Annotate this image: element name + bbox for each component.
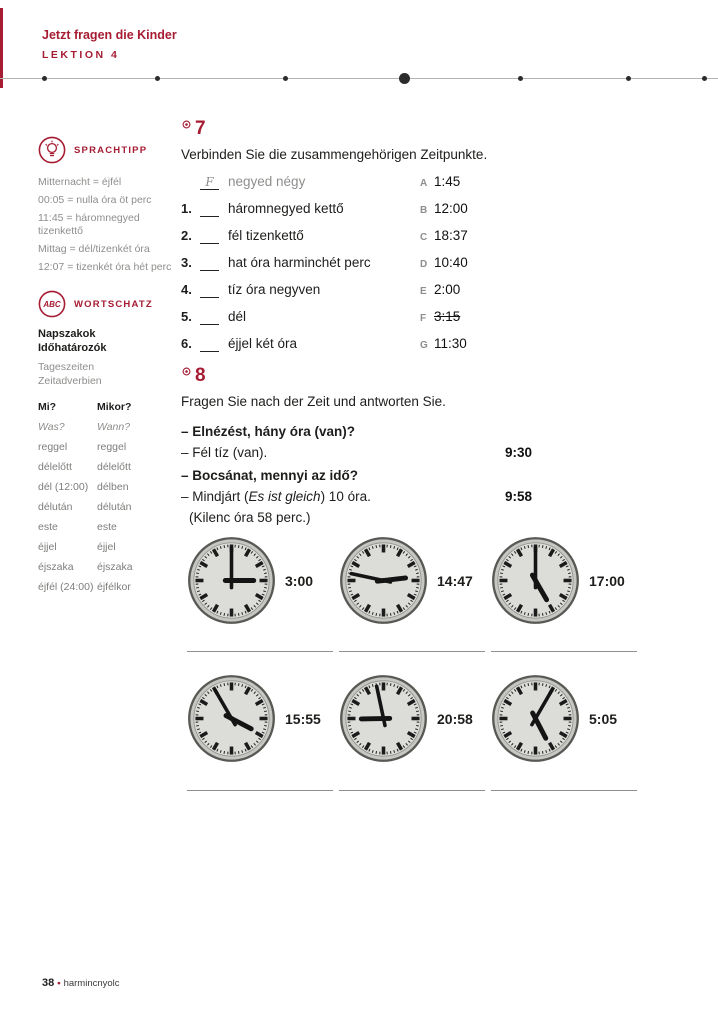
answer-writing-line <box>491 790 637 791</box>
answer-writing-line <box>339 651 485 652</box>
item-number: 6. <box>181 336 192 351</box>
timeline-dot <box>518 76 523 81</box>
match-item-text: hat óra harminchét perc <box>228 255 371 270</box>
exercise7-instruction: Verbinden Sie die zusammengehörigen Zeitpunkte. <box>181 147 488 162</box>
german-gloss: Es ist gleich <box>248 489 321 504</box>
page-edge-accent <box>0 8 3 88</box>
item-number: 3. <box>181 255 192 270</box>
vocab-heading-de: Tageszeiten Zeitadverbien <box>38 361 102 387</box>
option-time: 1:45 <box>434 174 461 189</box>
vocab-cell: délelőtt <box>38 461 72 473</box>
match-row-example <box>181 174 708 201</box>
wortschatz-label: WORTSCHATZ <box>74 298 153 310</box>
match-item-text: dél <box>228 309 247 324</box>
dialogue-question: – Bocsánat, mennyi az idő? <box>181 468 359 483</box>
page-header <box>42 28 177 61</box>
lesson-label: LEKTION 4 <box>42 49 120 61</box>
vocab-cell: éjjel <box>38 541 57 553</box>
dialogue-time: 9:58 <box>505 489 533 504</box>
page-number-word: harmincnyolc <box>63 978 120 989</box>
option-time: 10:40 <box>434 255 468 270</box>
answer-writing-line <box>491 651 637 652</box>
answer-lines-row-1 <box>187 651 708 652</box>
dialogue-note: (Kilenc óra 58 perc.) <box>189 510 311 525</box>
analog-clock <box>491 674 580 763</box>
analog-clock <box>187 536 276 625</box>
answer-blank <box>200 202 219 217</box>
clock-time-label: 3:00 <box>285 572 314 589</box>
item-number: 4. <box>181 282 192 297</box>
tip-line: 00:05 = nulla óra öt perc <box>38 194 152 206</box>
vocab-cell: este <box>38 521 58 533</box>
clock-cell <box>491 674 643 763</box>
match-row <box>181 255 708 282</box>
match-item-text: háromnegyed kettő <box>228 201 344 216</box>
analog-clock <box>339 674 428 763</box>
timeline-dot <box>283 76 288 81</box>
timeline-dot <box>702 76 707 81</box>
answer-blank <box>200 283 219 298</box>
analog-clock <box>491 536 580 625</box>
vocab-cell: éjfél (24:00) <box>38 581 94 593</box>
exercise8-header <box>181 365 708 387</box>
match-row <box>181 336 708 363</box>
match-row <box>181 228 708 255</box>
match-item-text: tíz óra negyven <box>228 282 321 297</box>
vocab-cell: éjszaka <box>97 561 133 573</box>
exercise7-number: 7 <box>195 118 206 139</box>
item-number: 5. <box>181 309 192 324</box>
dialogue-time: 9:30 <box>505 445 533 460</box>
vocab-cell: éjfélkor <box>97 581 131 593</box>
timeline-dot <box>42 76 47 81</box>
timeline-dot-current <box>399 73 410 84</box>
tip-line: 12:07 = tizenkét óra hét perc <box>38 261 172 273</box>
option-time: 18:37 <box>434 228 468 243</box>
answer-blank <box>200 256 219 271</box>
exercise7-header <box>181 118 708 140</box>
tip-line: Mitternacht = éjfél <box>38 176 122 188</box>
match-item-text: éjjel két óra <box>228 336 298 351</box>
option-letter: E <box>420 286 427 297</box>
answer-blank <box>200 337 219 352</box>
dialogue-example <box>181 421 601 528</box>
dialogue-answer: – Mindjárt (Es ist gleich) 10 óra. 9:58 <box>181 486 601 507</box>
option-time: 11:30 <box>434 336 467 351</box>
match-row <box>181 309 708 336</box>
dialogue-question: – Elnézést, hány óra (van)? <box>181 424 356 439</box>
footer-separator: • <box>57 978 61 989</box>
match-item-text: negyed négy <box>228 174 306 189</box>
sprachtipp-content <box>38 176 178 274</box>
vocab-col-header: Mikor? <box>97 401 132 413</box>
vocab-cell: délután <box>38 501 73 513</box>
answer-blank <box>200 175 219 190</box>
option-letter: G <box>420 340 428 351</box>
svg-text:ABC: ABC <box>43 300 61 309</box>
answer-writing-line <box>187 790 333 791</box>
main-content <box>181 118 708 791</box>
tip-line: Mittag = dél/tizenkét óra <box>38 243 150 255</box>
vocab-cell: délután <box>97 501 132 513</box>
clock-time-label: 20:58 <box>437 710 473 727</box>
dialogue-answer: – Fél tíz (van). 9:30 <box>181 442 601 463</box>
clock-cell <box>187 536 339 625</box>
tip-line: 11:45 = háromnegyed tizenkettő <box>38 212 140 237</box>
analog-clock <box>187 674 276 763</box>
clock-cell <box>187 674 339 763</box>
vocab-col-header: Mi? <box>38 401 57 413</box>
abc-icon <box>38 290 66 318</box>
option-letter: D <box>420 259 428 270</box>
vocab-cell: éjszaka <box>38 561 74 573</box>
header-rule <box>0 78 718 79</box>
match-item-text: fél tizenkettő <box>228 228 304 243</box>
page-footer <box>42 977 120 989</box>
vocab-cell: reggel <box>97 441 127 453</box>
clock-time-label: 15:55 <box>285 710 321 727</box>
clock-cell <box>339 674 491 763</box>
clocks-row-2 <box>187 674 708 763</box>
vocab-cell: délelőtt <box>97 461 131 473</box>
clock-time-label: 5:05 <box>589 710 618 727</box>
answer-blank <box>200 229 219 244</box>
vocab-heading-hu: Napszakok Időhatározók <box>38 328 107 354</box>
page-number: 38 <box>42 977 55 989</box>
clock-cell <box>491 536 643 625</box>
timeline-dot <box>155 76 160 81</box>
timeline-dot <box>626 76 631 81</box>
lightbulb-icon <box>38 136 66 164</box>
matching-exercise <box>181 174 708 363</box>
wortschatz-header <box>38 290 178 318</box>
clock-time-label: 17:00 <box>589 572 625 589</box>
match-row <box>181 201 708 228</box>
answer-writing-line <box>187 651 333 652</box>
sprachtipp-label: SPRACHTIPP <box>74 144 148 156</box>
item-number: 2. <box>181 228 192 243</box>
option-time: 2:00 <box>434 282 461 297</box>
option-letter: F <box>420 313 427 324</box>
clock-time-label: 14:47 <box>437 572 473 589</box>
exercise8-instruction: Fragen Sie nach der Zeit und antworten Sie. <box>181 394 446 409</box>
exercise-bullet-icon <box>182 120 191 129</box>
option-letter: C <box>420 232 428 243</box>
answer-lines-row-2 <box>187 790 708 791</box>
option-time: 12:00 <box>434 201 468 216</box>
exercise-bullet-icon <box>182 367 191 376</box>
vocab-cell: reggel <box>38 441 68 453</box>
vocab-cell: délben <box>97 481 129 493</box>
sprachtipp-header <box>38 136 178 164</box>
vocab-cell: éjjel <box>97 541 116 553</box>
vocab-table <box>38 400 178 595</box>
option-letter: B <box>420 205 428 216</box>
exercise8-number: 8 <box>195 365 206 386</box>
option-letter: A <box>420 178 428 189</box>
answer-writing-line <box>339 790 485 791</box>
clock-cell <box>339 536 491 625</box>
option-time-crossed-out: 3:15 <box>434 309 461 324</box>
chapter-title: Jetzt fragen die Kinder <box>42 28 177 42</box>
item-number: 1. <box>181 201 192 216</box>
vocab-col-subheader: Was? <box>38 421 65 433</box>
analog-clock <box>339 536 428 625</box>
answer-blank <box>200 310 219 325</box>
vocab-cell: dél (12:00) <box>38 481 89 493</box>
vocab-col-subheader: Wann? <box>97 421 131 433</box>
vocab-cell: este <box>97 521 117 533</box>
match-row <box>181 282 708 309</box>
sidebar <box>38 136 178 595</box>
example-answer: F <box>205 175 214 189</box>
clocks-row-1 <box>187 536 708 625</box>
